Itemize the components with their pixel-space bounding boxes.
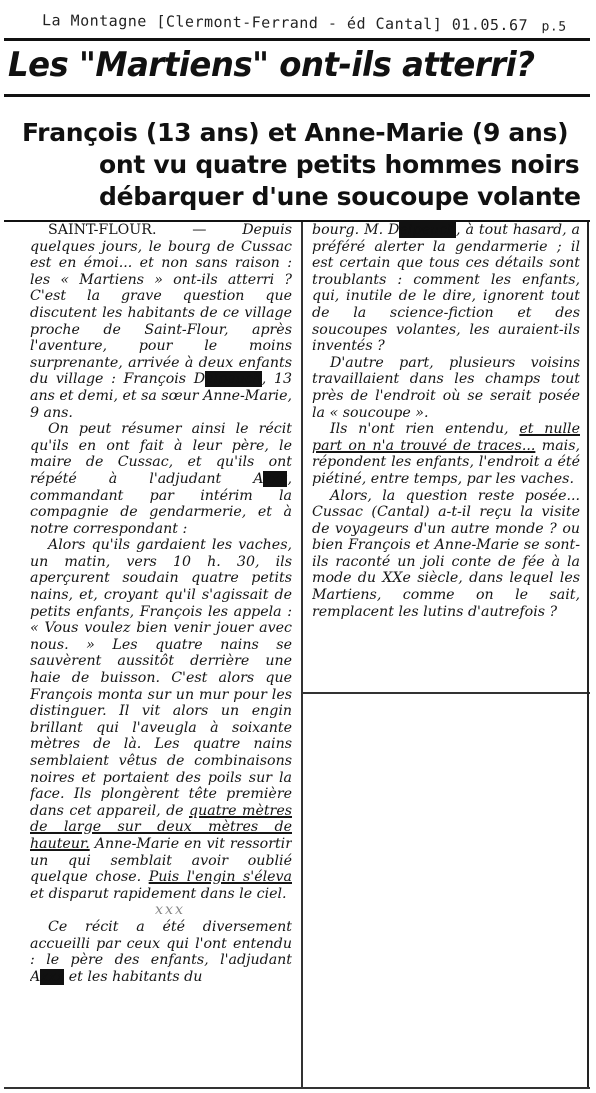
clipping-bottom-border xyxy=(4,1087,590,1089)
text-run: , 13 ans et demi, et sa sœur Anne-Marie, 9 ans. xyxy=(30,371,292,421)
text-run: et disparut rapidement dans le ciel. xyxy=(30,885,287,902)
right-column-end-rule xyxy=(302,692,590,694)
underlined-text: quatre mètres de large sur deux mètres de hauteur. xyxy=(30,802,292,852)
paragraph xyxy=(30,222,292,421)
column-divider xyxy=(301,222,303,1087)
dateline: SAINT-FLOUR. — xyxy=(48,222,243,238)
text-run: Alors qu'ils gardaient les vaches, un matin, vers 10 h. 30, ils aperçurent soudain quatre petits nains, et, croyant qu'il s'agissait de petits enfants, François les appela : « Vous voulez bien venir jouer avec nous. » Les quatre nains se sauvèrent aussitôt derrière une haie de buisson. C'est alors que François monta sur un mur pour les distinguer. Il vit alors un engin brillant qui l'aveugla à soixante mètres de là. Les quatre nains semblaient vêtus de combinaisons noires et portaient des poils sur la face. Ils plongèrent tête première dans cet appareil, de xyxy=(30,537,292,819)
handwritten-source-note xyxy=(42,11,582,35)
redacted-name: xxx xyxy=(40,968,65,985)
paragraph xyxy=(30,537,292,902)
redacted-name: xxx xyxy=(263,470,288,487)
text-run: Ce récit a été diversement accueilli par ceux qui l'ont entendu : le père des enfants, l'adjudant A xyxy=(30,918,292,985)
redacted-name: elpeuch xyxy=(205,371,262,388)
text-run: et les habitants du xyxy=(64,968,203,985)
garbled-line: xxx xyxy=(154,902,185,919)
subheadline-line-3: débarquer d'une soucoupe volante xyxy=(99,182,581,211)
source-date: 01.05.67 xyxy=(451,15,529,35)
paragraph xyxy=(30,421,292,537)
headline-rule xyxy=(4,94,590,97)
redacted-name: elpeuch xyxy=(399,222,457,238)
text-run: Anne-Marie en vit ressortir un qui semblait avoir oublié quelque chose. xyxy=(30,835,292,886)
paragraph xyxy=(30,919,292,985)
article-column-right xyxy=(312,222,580,697)
text-run: Depuis quelques jours, le bourg de Cussac est en émoi... et non sans raison : les « Martiens » ont-ils atterri ? C'est la grave question que discutent les habitants de ce village proche de Saint-Flour, après l'aventure, pour le moins surprenante, arrivée à deux enfants du village : François D xyxy=(30,222,292,388)
subheadline-line-1: François (13 ans) et Anne-Marie (9 ans) xyxy=(22,118,569,147)
article-column-left xyxy=(30,222,292,1087)
source-page: p.5 xyxy=(541,19,567,35)
headline: Les "Martiens" ont-ils atterri? xyxy=(8,45,535,85)
text-run: Ils n'ont rien entendu, xyxy=(330,421,520,438)
text-run: bourg. M. D xyxy=(312,222,400,238)
underlined-text: et nulle part on n'a trouvé de traces... xyxy=(312,421,580,454)
paragraph xyxy=(312,421,580,487)
paragraph: Alors, la question reste posée... Cussac (Cantal) a-t-il reçu la visite de voyageurs d'un autre monde ? ou bien François et Anne-Marie se sont-ils raconté un joli conte de fée à la mode du XXe siècle, dans lequel les Martiens, comme on le sait, remplacent les lutins d'autrefois ? xyxy=(312,487,580,620)
clipping-right-border xyxy=(587,222,589,1087)
source-name: La Montagne [Clermont-Ferrand - éd Cantal] xyxy=(41,11,443,34)
underlined-text: Puis l'engin s'éleva xyxy=(148,869,292,886)
subheadline-line-2: ont vu quatre petits hommes noirs xyxy=(99,150,580,179)
text-run: , à tout hasard, a préféré alerter la gendarmerie ; il est certain que tous ces détails sont troublants : comment les enfants, qui, inutile de le dire, ignorent tout de la science-fiction et des soucoupes volantes, les auraient-ils inventés ? xyxy=(312,222,580,355)
paragraph: D'autre part, plusieurs voisins travaillaient dans les champs tout près de l'endroit où se serait posée la « soucoupe ». xyxy=(312,354,580,421)
text-run: mais, répondent les enfants, l'endroit a été piétiné, entre temps, par les vaches. xyxy=(312,437,580,487)
text-run: On peut résumer ainsi le récit qu'ils en ont fait à leur père, le maire de Cussac, et qu'ils ont répété à l'adjudant A xyxy=(30,421,292,487)
paragraph xyxy=(312,222,580,355)
top-rule xyxy=(4,38,590,41)
text-run: , commandant par intérim la compagnie de gendarmerie, et à notre correspondant : xyxy=(30,470,292,537)
